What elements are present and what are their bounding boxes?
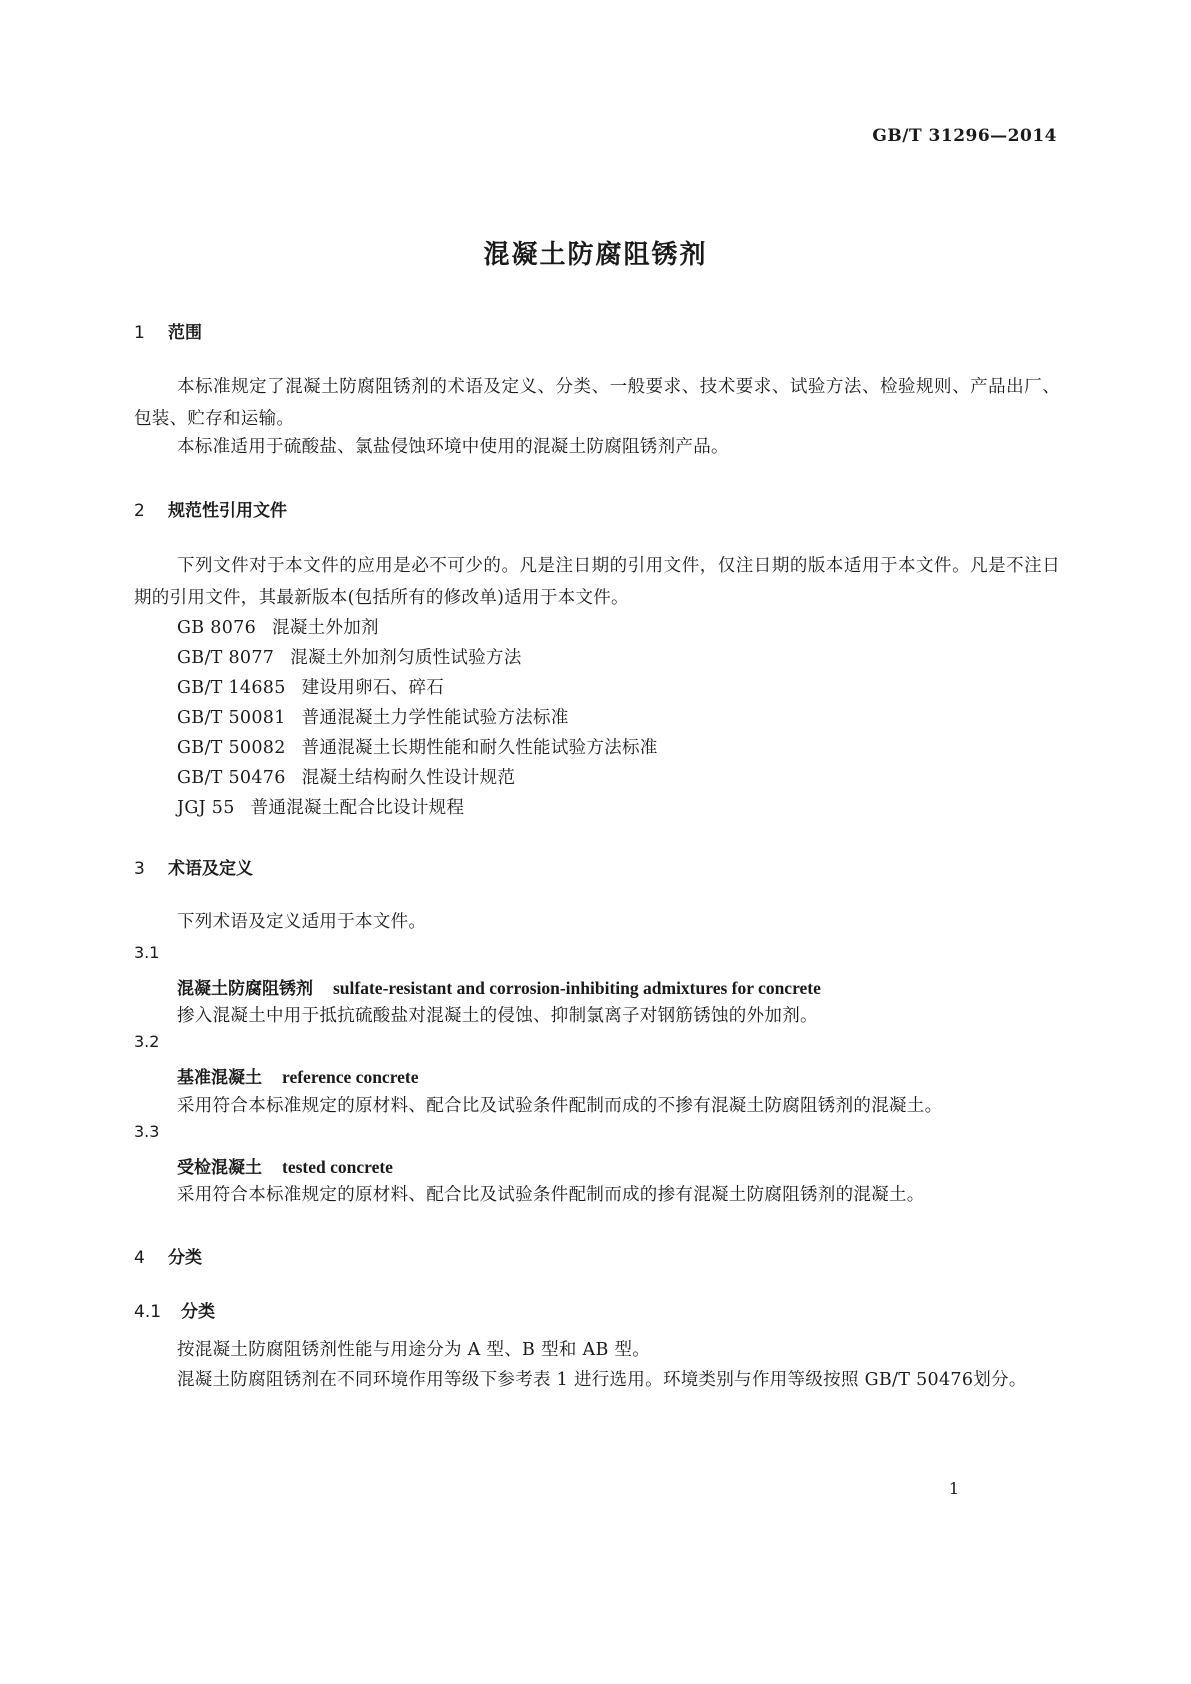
- term-number: 3.2: [134, 1032, 160, 1051]
- term-heading: [177, 1153, 393, 1178]
- term-definition: 采用符合本标准规定的原材料、配合比及试验条件配制而成的不掺有混凝土防腐阻锈剂的混凝土。: [177, 1096, 943, 1116]
- classification-paragraph-2: 混凝土防腐阻锈剂在不同环境作用等级下参考表 1 进行选用。环境类别与作用等级按照 GB/T 50476划分。: [177, 1370, 1027, 1390]
- reference-item: [177, 794, 464, 819]
- section-number: 3: [134, 859, 145, 879]
- reference-title: 混凝土外加剂匀质性试验方法: [290, 648, 522, 668]
- subsection-number: 4.1: [134, 1302, 162, 1322]
- subsection-title: 分类: [181, 1302, 215, 1322]
- section-4-heading: [134, 1243, 202, 1268]
- subsection-4-1-heading: [134, 1297, 215, 1322]
- section-number: 4: [134, 1248, 145, 1268]
- term-definition: 掺入混凝土中用于抵抗硫酸盐对混凝土的侵蚀、抑制氯离子对钢筋锈蚀的外加剂。: [177, 1006, 818, 1026]
- reference-code: GB/T 8077: [177, 648, 275, 668]
- scope-paragraph-1: 本标准规定了混凝土防腐阻锈剂的术语及定义、分类、一般要求、技术要求、试验方法、检验规则、产品出厂、包装、贮存和运输。: [134, 377, 1060, 429]
- terms-intro-paragraph: 下列术语及定义适用于本文件。: [177, 912, 427, 932]
- classification-paragraph-1: 按混凝土防腐阻锈剂性能与用途分为 A 型、B 型和 AB 型。: [177, 1340, 651, 1360]
- term-english: tested concrete: [282, 1157, 393, 1177]
- reference-code: GB/T 14685: [177, 678, 286, 698]
- reference-code: JGJ 55: [177, 798, 235, 818]
- reference-title: 混凝土结构耐久性设计规范: [301, 768, 516, 788]
- reference-code: GB/T 50082: [177, 738, 286, 758]
- standard-code: GB/T 31296—2014: [872, 126, 1057, 146]
- term-heading: [177, 1063, 419, 1088]
- term-heading: [177, 974, 821, 999]
- section-1-heading: [134, 318, 202, 343]
- term-chinese: 基准混凝土: [177, 1068, 262, 1088]
- section-number: 2: [134, 501, 145, 521]
- reference-item: [177, 614, 379, 639]
- document-title: 混凝土防腐阻锈剂: [483, 240, 708, 270]
- section-title: 术语及定义: [168, 859, 253, 879]
- section-3-heading: [134, 854, 253, 879]
- reference-title: 混凝土外加剂: [272, 618, 379, 638]
- term-english: reference concrete: [282, 1067, 419, 1087]
- reference-code: GB/T 50476: [177, 768, 286, 788]
- reference-code: GB/T 50081: [177, 708, 286, 728]
- term-english: sulfate-resistant and corrosion-inhibiting admixtures for concrete: [333, 978, 821, 998]
- reference-title: 普通混凝土力学性能试验方法标准: [301, 708, 569, 728]
- reference-title: 普通混凝土长期性能和耐久性能试验方法标准: [301, 738, 658, 758]
- term-number: 3.1: [134, 943, 160, 962]
- reference-item: [177, 734, 658, 759]
- reference-code: GB 8076: [177, 618, 257, 638]
- term-definition: 采用符合本标准规定的原材料、配合比及试验条件配制而成的掺有混凝土防腐阻锈剂的混凝土。: [177, 1185, 925, 1205]
- reference-item: [177, 764, 515, 789]
- reference-item: [177, 704, 569, 729]
- section-2-heading: [134, 496, 287, 521]
- term-number: 3.3: [134, 1122, 160, 1141]
- scope-paragraph-2: 本标准适用于硫酸盐、氯盐侵蚀环境中使用的混凝土防腐阻锈剂产品。: [177, 437, 729, 457]
- term-chinese: 混凝土防腐阻锈剂: [177, 979, 313, 999]
- section-number: 1: [134, 323, 145, 343]
- section-title: 范围: [168, 323, 202, 343]
- reference-title: 建设用卵石、碎石: [301, 678, 445, 698]
- page-number: 1: [948, 1479, 959, 1498]
- section-title: 分类: [168, 1248, 202, 1268]
- section-title: 规范性引用文件: [168, 501, 287, 521]
- reference-title: 普通混凝土配合比设计规程: [250, 798, 465, 818]
- term-chinese: 受检混凝土: [177, 1158, 262, 1178]
- reference-item: [177, 674, 444, 699]
- refs-intro-paragraph: 下列文件对于本文件的应用是必不可少的。凡是注日期的引用文件，仅注日期的版本适用于本文件。凡是不注日期的引用文件，其最新版本(包括所有的修改单)适用于本文件。: [134, 556, 1060, 608]
- reference-item: [177, 644, 522, 669]
